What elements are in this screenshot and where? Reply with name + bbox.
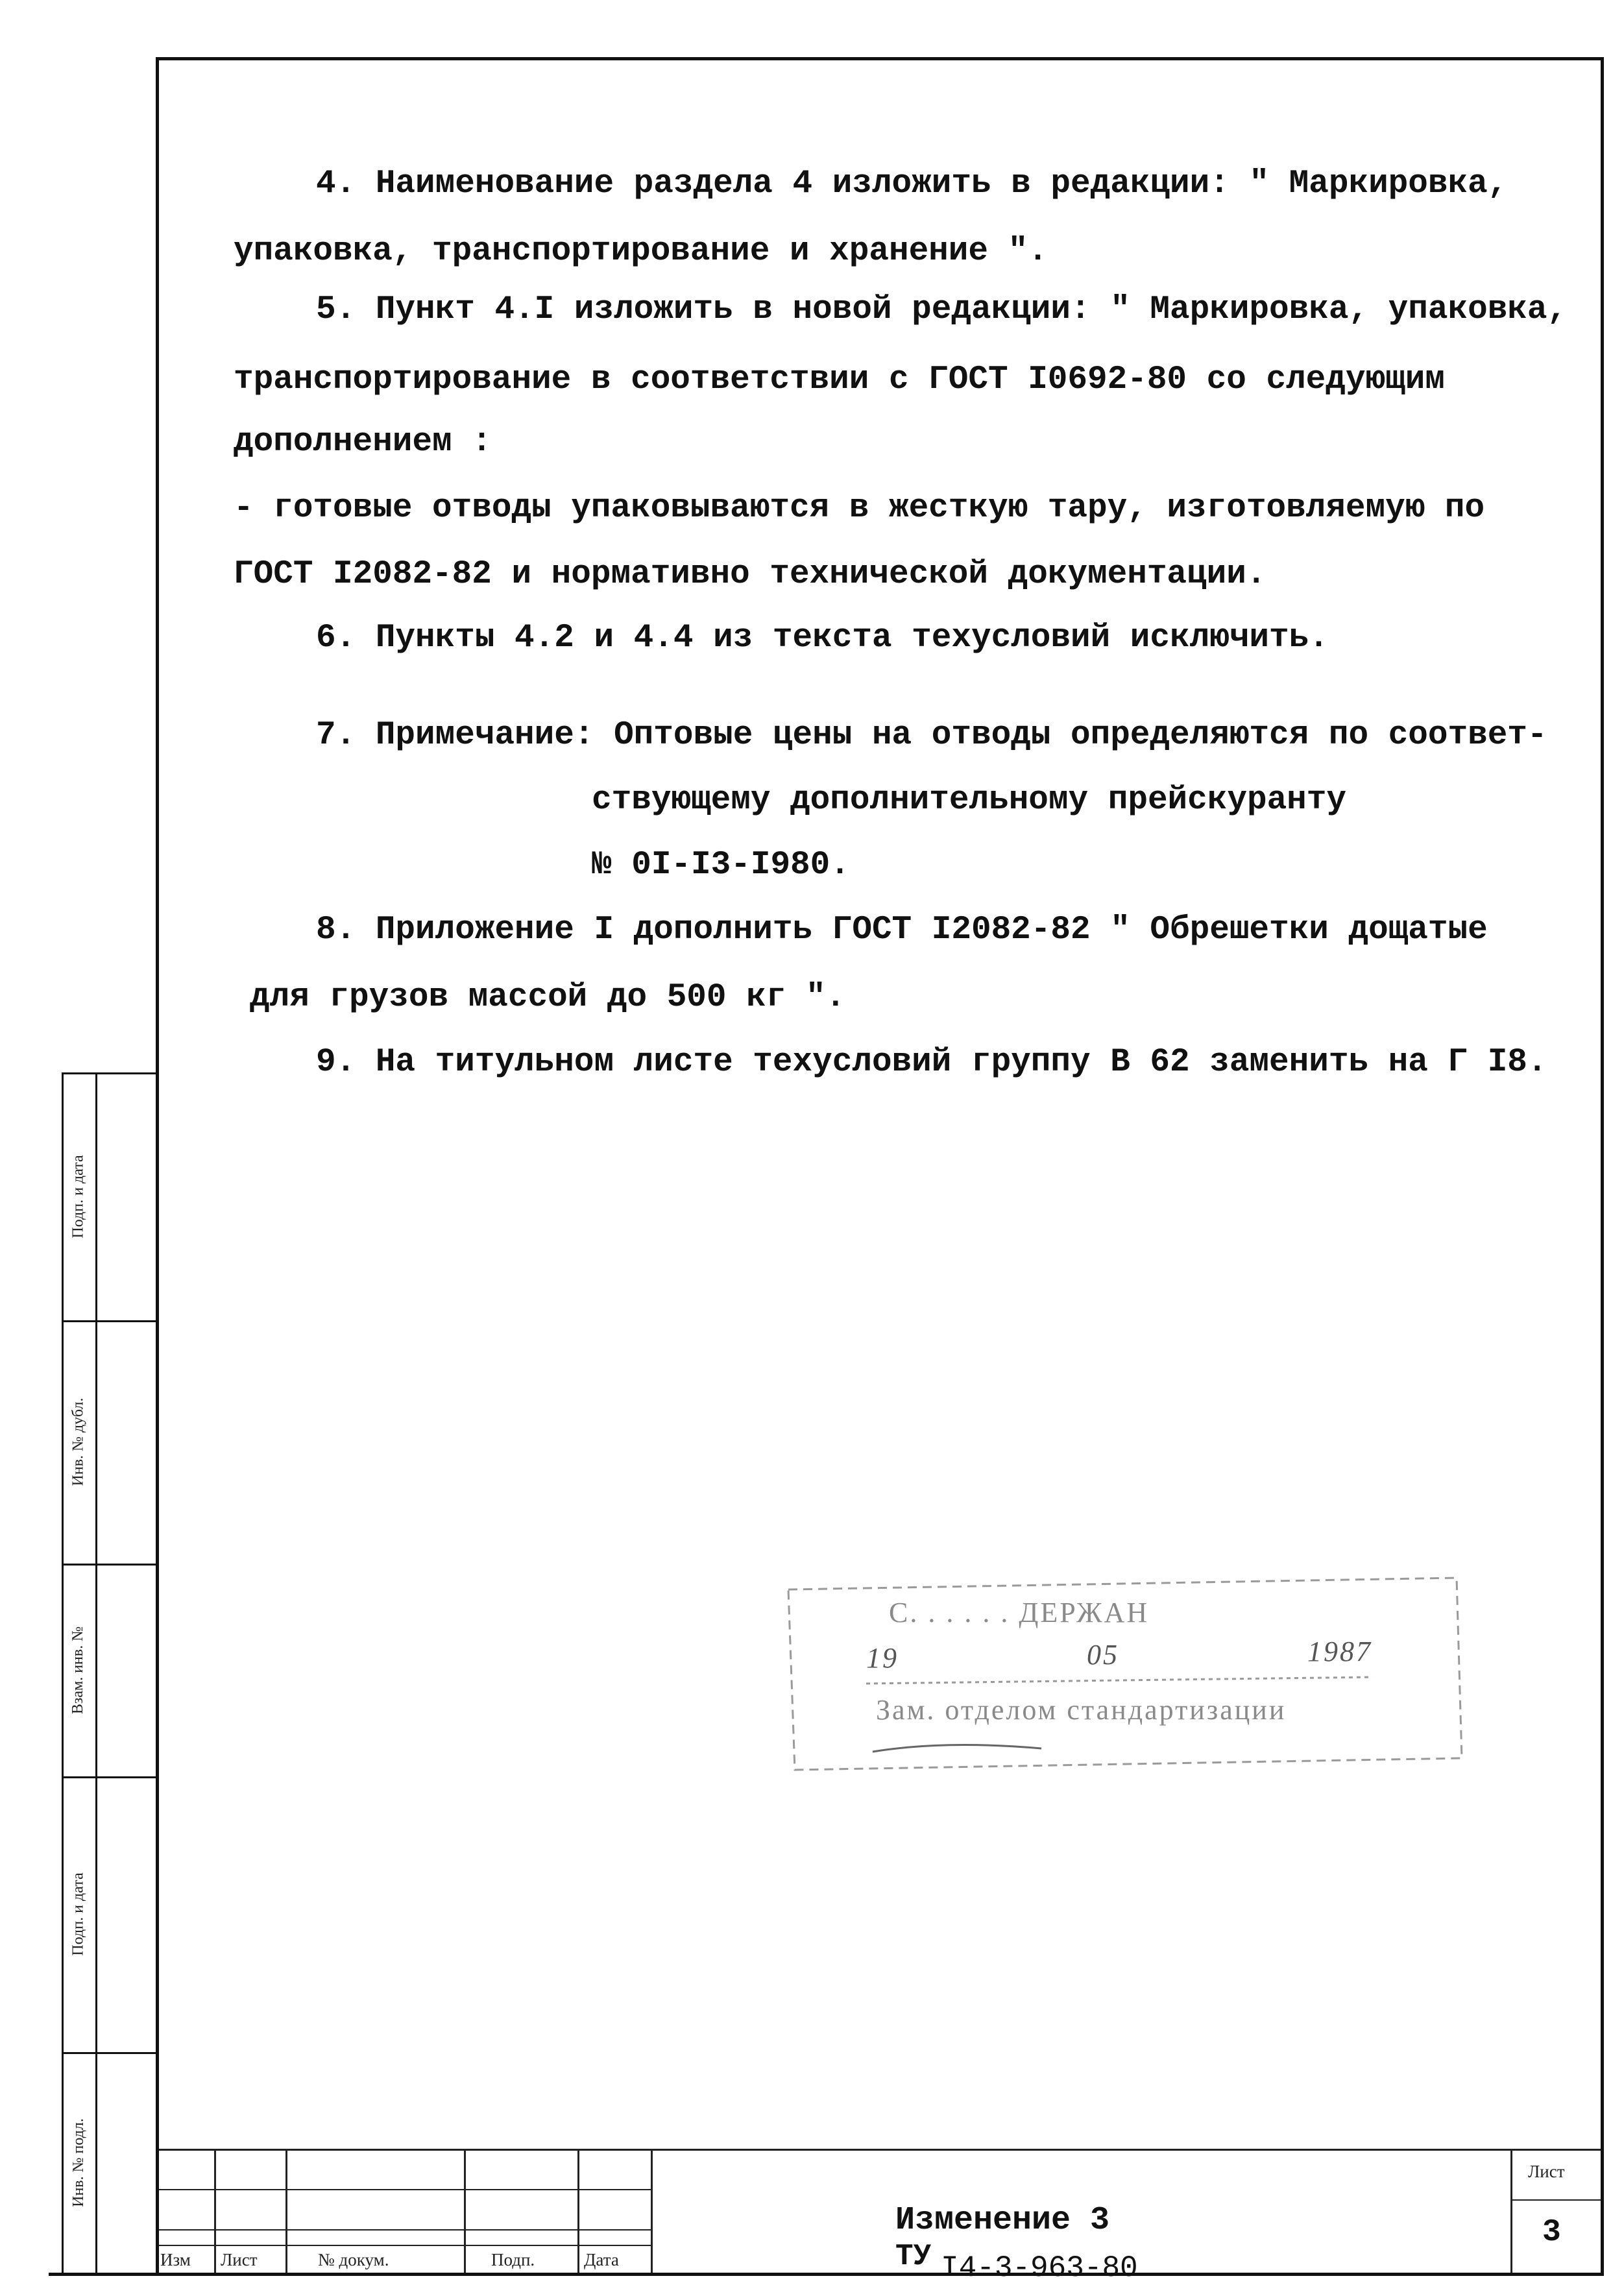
col-dokum-label: № докум. — [318, 2250, 389, 2269]
item-4-line-2: упаковка, транспортирование и хранение ". — [234, 233, 1048, 270]
document-code: I4-3-963-80 — [941, 2251, 1138, 2285]
sheet-number: 3 — [1542, 2215, 1561, 2250]
stamp-month: 05 — [1087, 1639, 1119, 1671]
title-block-top-rule — [159, 2149, 1601, 2151]
stamp-year: 1987 — [1307, 1636, 1372, 1667]
frame-right-border — [1601, 57, 1604, 2276]
item-6-line-1: 6. Пункты 4.2 и 4.4 из текста техусловий исключить. — [316, 620, 1329, 657]
title-block-col-divider — [651, 2149, 653, 2273]
item-8-line-1: 8. Приложение I дополнить ГОСТ I2082-82 " Обрешетки дощатые — [316, 912, 1488, 949]
col-list-label: Лист — [221, 2250, 258, 2269]
frame-top-border — [156, 57, 1604, 60]
col-izm-label: Изм — [160, 2250, 191, 2269]
item-9-line-1: 9. На титульном листе техусловий группу В 62 заменить на Г I8. — [316, 1044, 1547, 1081]
item-5-line-4: - готовые отводы упаковываются в жесткую тару, изготовляемую по — [234, 490, 1485, 527]
side-label-podp-data-2: Подп. и дата — [69, 1872, 87, 1956]
item-4-line-1: 4. Наименование раздела 4 изложить в редакции: " Маркировка, — [316, 165, 1508, 202]
item-5-line-1: 5. Пункт 4.I изложить в новой редакции: " Маркировка, упаковка, — [316, 291, 1568, 328]
frame-left-border — [156, 57, 159, 2276]
col-data-label: Дата — [584, 2250, 619, 2269]
item-5-line-3: дополнением : — [234, 424, 492, 461]
sheet-label: Лист — [1528, 2162, 1565, 2181]
item-8-line-2: для грузов массой до 500 кг ". — [250, 979, 846, 1016]
title-block — [159, 2149, 1601, 2285]
side-label-inv-dubl: Инв. № дубл. — [69, 1397, 87, 1486]
title-block-col-divider — [577, 2149, 579, 2273]
document-code-prefix: ТУ — [895, 2240, 932, 2273]
item-7-line-2: ствующему дополнительному прейскуранту — [592, 782, 1346, 819]
side-label-vzam-inv: Взам. инв. № — [69, 1626, 87, 1714]
side-label-podp-data-1: Подп. и дата — [69, 1154, 87, 1239]
title-block-col-divider — [285, 2149, 287, 2273]
item-7-line-1: 7. Примечание: Оптовые цены на отводы определяются по соответ- — [316, 717, 1547, 754]
document-change-title: Изменение 3 — [895, 2202, 1110, 2239]
frame-bottom-border — [49, 2273, 1604, 2276]
item-5-line-5: ГОСТ I2082-82 и нормативно технической документации. — [234, 556, 1266, 593]
approval-stamp — [775, 1564, 1476, 1797]
item-7-line-3: № 0I-I3-I980. — [592, 847, 850, 884]
side-label-inv-podl: Инв. № подл. — [69, 2118, 87, 2207]
title-block-col-divider — [1510, 2149, 1512, 2273]
title-block-sheet-rule — [1510, 2199, 1601, 2201]
side-strip-divider — [95, 1072, 97, 2273]
item-5-line-2: транспортирование в соответствии с ГОСТ I0692-80 со следующим — [234, 361, 1445, 398]
stamp-line-1: С. . . . . . ДЕРЖАН — [889, 1597, 1150, 1628]
col-podp-label: Подп. — [491, 2250, 535, 2269]
title-block-col-divider — [214, 2149, 216, 2273]
stamp-line-3: Зам. отделом стандартизации — [876, 1694, 1287, 1726]
stamp-day: 19 — [866, 1642, 899, 1674]
title-block-col-divider — [464, 2149, 466, 2273]
